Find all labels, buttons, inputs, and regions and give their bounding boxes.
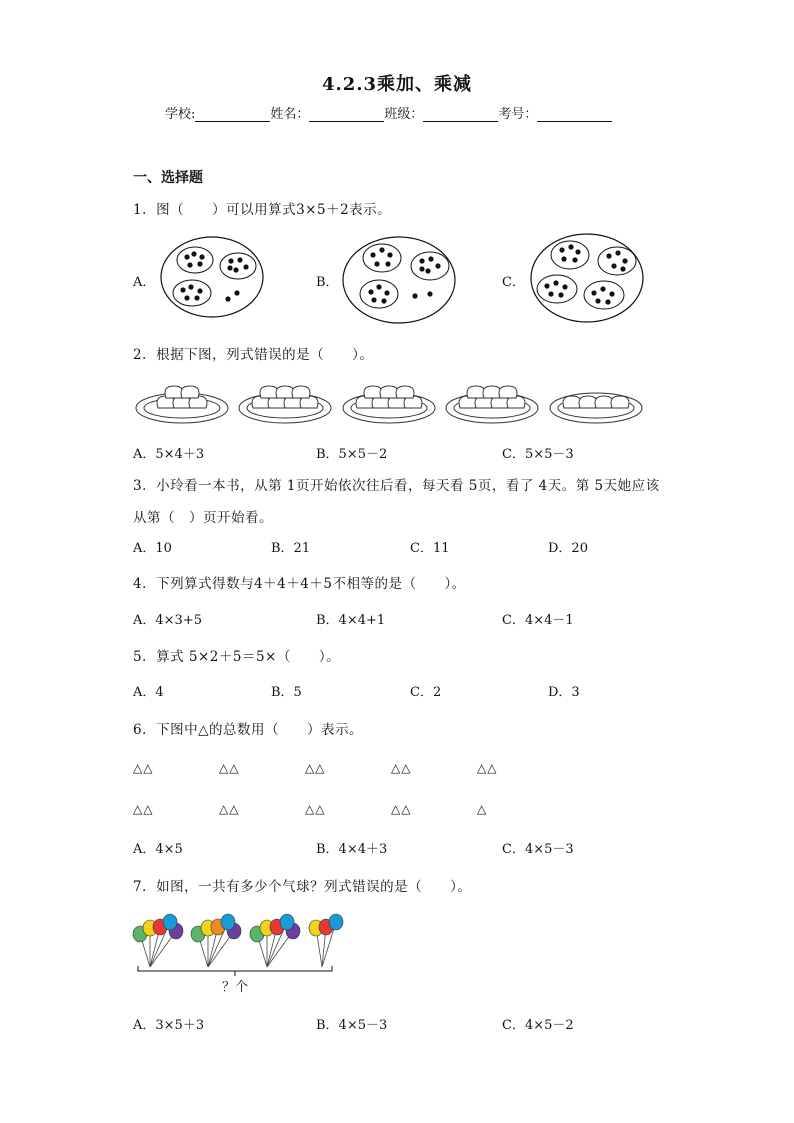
q3-option-b[interactable]: B．21 — [271, 541, 311, 556]
q4-option-a[interactable]: A．4×3+5 — [133, 613, 202, 628]
student-info-line — [165, 103, 612, 122]
q5-option-d[interactable]: D．3 — [548, 685, 580, 700]
triangle-group: △△ — [391, 761, 412, 775]
triangle-group: △ — [477, 802, 488, 816]
q1-figure-a — [160, 236, 264, 318]
balloon-total-label: ？个 — [222, 980, 249, 995]
school-label: 学校: — [165, 107, 196, 122]
section-heading: 一、选择题 — [133, 170, 203, 186]
q5-option-a[interactable]: A．4 — [133, 685, 164, 700]
question-3-stem-line2: 从第（ ）页开始看。 — [133, 510, 273, 526]
q1-option-a[interactable]: A． — [133, 275, 156, 290]
class-label: 班级： — [384, 107, 424, 122]
q7-option-a[interactable]: A．3×5＋3 — [133, 1018, 205, 1033]
q5-option-c[interactable]: C．2 — [410, 685, 442, 700]
q4-option-c[interactable]: C．4×4－1 — [502, 613, 574, 628]
triangle-group: △△ — [305, 802, 326, 816]
triangle-group: △△ — [477, 761, 498, 775]
q2-option-c[interactable]: C．5×5－3 — [502, 447, 574, 462]
q2-option-b[interactable]: B．5×5－2 — [316, 447, 388, 462]
question-5-stem: 5．算式 5×2＋5＝5×（ ）。 — [133, 649, 341, 665]
page-title: 4.2.3乘加、乘减 — [321, 74, 473, 95]
q1-option-b[interactable]: B． — [316, 275, 339, 290]
name-label: 姓名： — [270, 107, 310, 122]
exam-number-blank[interactable] — [537, 107, 612, 122]
dumpling-plates-figure — [134, 378, 646, 426]
q1-figure-b — [342, 236, 456, 324]
question-4-stem: 4．下列算式得数与4＋4＋4＋5不相等的是（ ）。 — [133, 576, 466, 592]
question-7-stem: 7．如图，一共有多少个气球？列式错误的是（ ）。 — [133, 879, 472, 895]
q6-option-c[interactable]: C．4×5－3 — [502, 842, 574, 857]
triangle-group: △△ — [133, 761, 154, 775]
q4-option-b[interactable]: B．4×4+1 — [316, 613, 386, 628]
question-1-stem: 1．图（ ）可以用算式3×5＋2表示。 — [133, 202, 392, 218]
school-blank[interactable] — [195, 107, 270, 122]
q7-option-b[interactable]: B．4×5－3 — [316, 1018, 388, 1033]
triangle-group: △△ — [391, 802, 412, 816]
question-3-stem-line1: 3．小玲看一本书，从第 1页开始依次往后看，每天看 5页，看了 4天。第 5天她应该 — [133, 478, 660, 494]
q7-option-c[interactable]: C．4×5－2 — [502, 1018, 574, 1033]
q3-option-a[interactable]: A．10 — [133, 541, 172, 556]
q3-option-d[interactable]: D．20 — [548, 541, 588, 556]
q1-figure-c — [530, 233, 644, 323]
q1-option-c[interactable]: C． — [502, 275, 525, 290]
name-blank[interactable] — [309, 107, 384, 122]
question-2-stem: 2．根据下图，列式错误的是（ ）。 — [133, 347, 374, 363]
triangle-group: △△ — [219, 802, 240, 816]
q6-option-a[interactable]: A．4×5 — [133, 842, 183, 857]
balloons-figure — [130, 912, 350, 982]
triangle-group: △△ — [133, 802, 154, 816]
triangle-group: △△ — [219, 761, 240, 775]
q5-option-b[interactable]: B．5 — [271, 685, 302, 700]
triangle-group: △△ — [305, 761, 326, 775]
q6-option-b[interactable]: B．4×4＋3 — [316, 842, 388, 857]
question-6-stem: 6．下图中△的总数用（ ）表示。 — [133, 722, 363, 738]
q2-option-a[interactable]: A．5×4＋3 — [133, 447, 205, 462]
q3-option-c[interactable]: C．11 — [410, 541, 450, 556]
exam-number-label: 考号： — [498, 107, 538, 122]
class-blank[interactable] — [423, 107, 498, 122]
